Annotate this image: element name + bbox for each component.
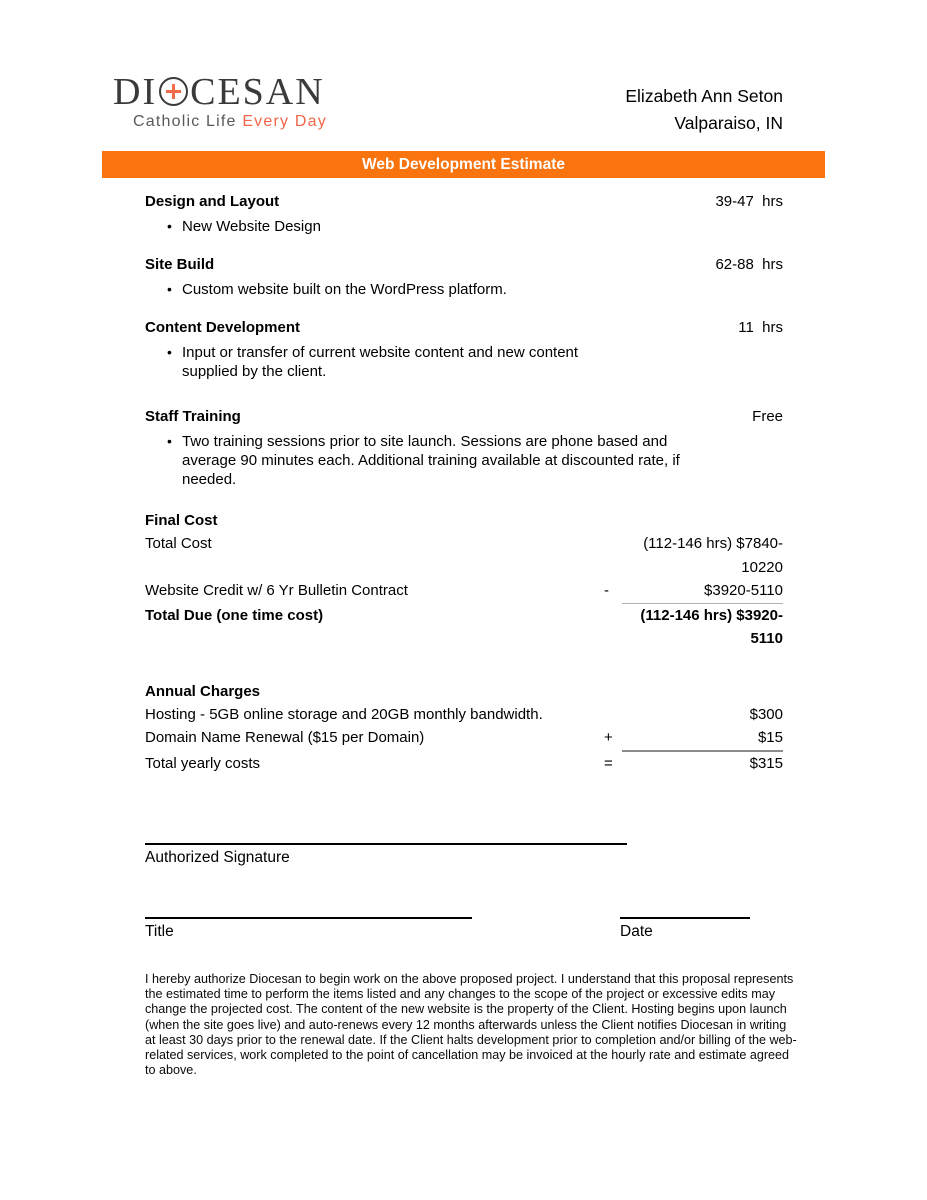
section-hours: Free: [752, 408, 783, 425]
bullet-text: Two training sessions prior to site launch. Sessions are phone based and: [182, 433, 668, 450]
table-row: [145, 703, 783, 727]
section-hours: 62-88 hrs: [715, 256, 783, 273]
final-cost-section: [145, 509, 783, 651]
section-title: Design and Layout: [145, 193, 280, 210]
bullet-text: New Website Design: [182, 218, 321, 235]
operator: [604, 532, 622, 579]
signature-spacer: [472, 917, 620, 942]
equals-operator: =: [604, 754, 613, 772]
section-site-build: [145, 255, 783, 299]
signature-label: Authorized Signature: [145, 849, 290, 866]
cost-label: Hosting - 5GB online storage and 20GB monthly bandwidth.: [145, 705, 543, 723]
tagline-every-day: Every Day: [242, 113, 327, 130]
cost-value: (112-146 hrs) $7840-10220: [643, 535, 783, 576]
section-title: Staff Training: [145, 408, 241, 425]
signature-section: [145, 843, 783, 942]
client-info: [625, 83, 783, 137]
bullet-icon: •: [167, 344, 172, 360]
table-row: [145, 604, 783, 651]
section-content-development: [145, 318, 783, 381]
estimate-body: [145, 192, 797, 1078]
table-row: [145, 726, 783, 752]
list-item: [167, 217, 783, 236]
title-line[interactable]: [145, 917, 472, 919]
bullet-icon: •: [167, 433, 172, 449]
client-location: Valparaiso, IN: [674, 113, 783, 133]
list-item: [167, 343, 783, 381]
section-design-and-layout: [145, 192, 783, 236]
operator: [604, 703, 622, 727]
section-staff-training: [145, 407, 783, 489]
bullet-text: Custom website built on the WordPress platform.: [182, 281, 507, 298]
tagline-catholic-life: Catholic Life: [133, 113, 237, 130]
table-row: [145, 752, 783, 776]
cost-value: $15: [622, 726, 783, 752]
bullet-text: supplied by the client.: [182, 363, 327, 380]
section-title: Content Development: [145, 319, 301, 336]
section-hours: 11 hrs: [738, 319, 783, 336]
cost-value: $3920-5110: [622, 579, 783, 604]
bullet-text: average 90 minutes each. Additional training available at discounted rate, if: [182, 452, 680, 469]
logo-text-right: CESAN: [190, 71, 325, 113]
annual-charges-section: [145, 680, 783, 776]
table-row: [145, 532, 783, 579]
cross-circle-icon: [159, 77, 188, 106]
client-name: Elizabeth Ann Seton: [625, 86, 783, 106]
minus-operator: -: [604, 582, 609, 599]
plus-operator: +: [604, 729, 613, 746]
date-label: Date: [620, 923, 653, 940]
date-field: [620, 917, 750, 942]
section-hours: 39-47 hrs: [715, 193, 783, 210]
document-header: [113, 0, 783, 137]
annual-charges-title: Annual Charges: [145, 682, 261, 700]
list-item: [167, 432, 783, 489]
banner-title: Web Development Estimate: [362, 156, 565, 173]
logo-text-left: DI: [113, 71, 158, 113]
estimate-banner: [102, 151, 825, 178]
date-line[interactable]: [620, 917, 750, 919]
bullet-text: Input or transfer of current website content and new content: [182, 344, 579, 361]
cost-label: Total Cost: [145, 535, 212, 552]
final-cost-title: Final Cost: [145, 512, 218, 529]
cost-value: $315: [749, 754, 783, 772]
logo-wordmark: [113, 71, 327, 113]
diocesan-logo: [113, 71, 327, 131]
list-item: [167, 280, 783, 299]
section-title: Site Build: [145, 256, 215, 273]
title-label: Title: [145, 923, 174, 940]
cost-label: Website Credit w/ 6 Yr Bulletin Contract: [145, 582, 408, 599]
cost-label: Total yearly costs: [145, 754, 261, 772]
cost-label: Total Due (one time cost): [145, 606, 324, 624]
bullet-icon: •: [167, 218, 172, 234]
title-field: [145, 917, 472, 942]
bullet-icon: •: [167, 281, 172, 297]
cost-value: (112-146 hrs) $3920-5110: [640, 606, 783, 647]
cost-label: Domain Name Renewal ($15 per Domain): [145, 729, 425, 746]
signature-line[interactable]: [145, 843, 627, 845]
cost-value: $300: [749, 705, 783, 723]
terms-paragraph: I hereby authorize Diocesan to begin work on the above proposed project. I understand that this proposal represents the estimated time to perform the items listed and any changes to the scope of the project or excessive edits may change the projected cost. The content of the new website is the property of the Client. Hosting begins upon launch (when the site goes live) and auto-renews every 12 months afterwards unless the Client notifies Diocesan in writing at least 30 days prior to the renewal date. If the Client halts development prior to completion and/or billing of the web-related services, work completed to the point of cancellation may be invoiced at the hourly rate and estimate agreed to above.: [145, 972, 797, 1078]
bullet-text: needed.: [182, 471, 237, 488]
table-row: [145, 579, 783, 604]
logo-tagline: [133, 113, 327, 131]
operator: [604, 604, 622, 651]
